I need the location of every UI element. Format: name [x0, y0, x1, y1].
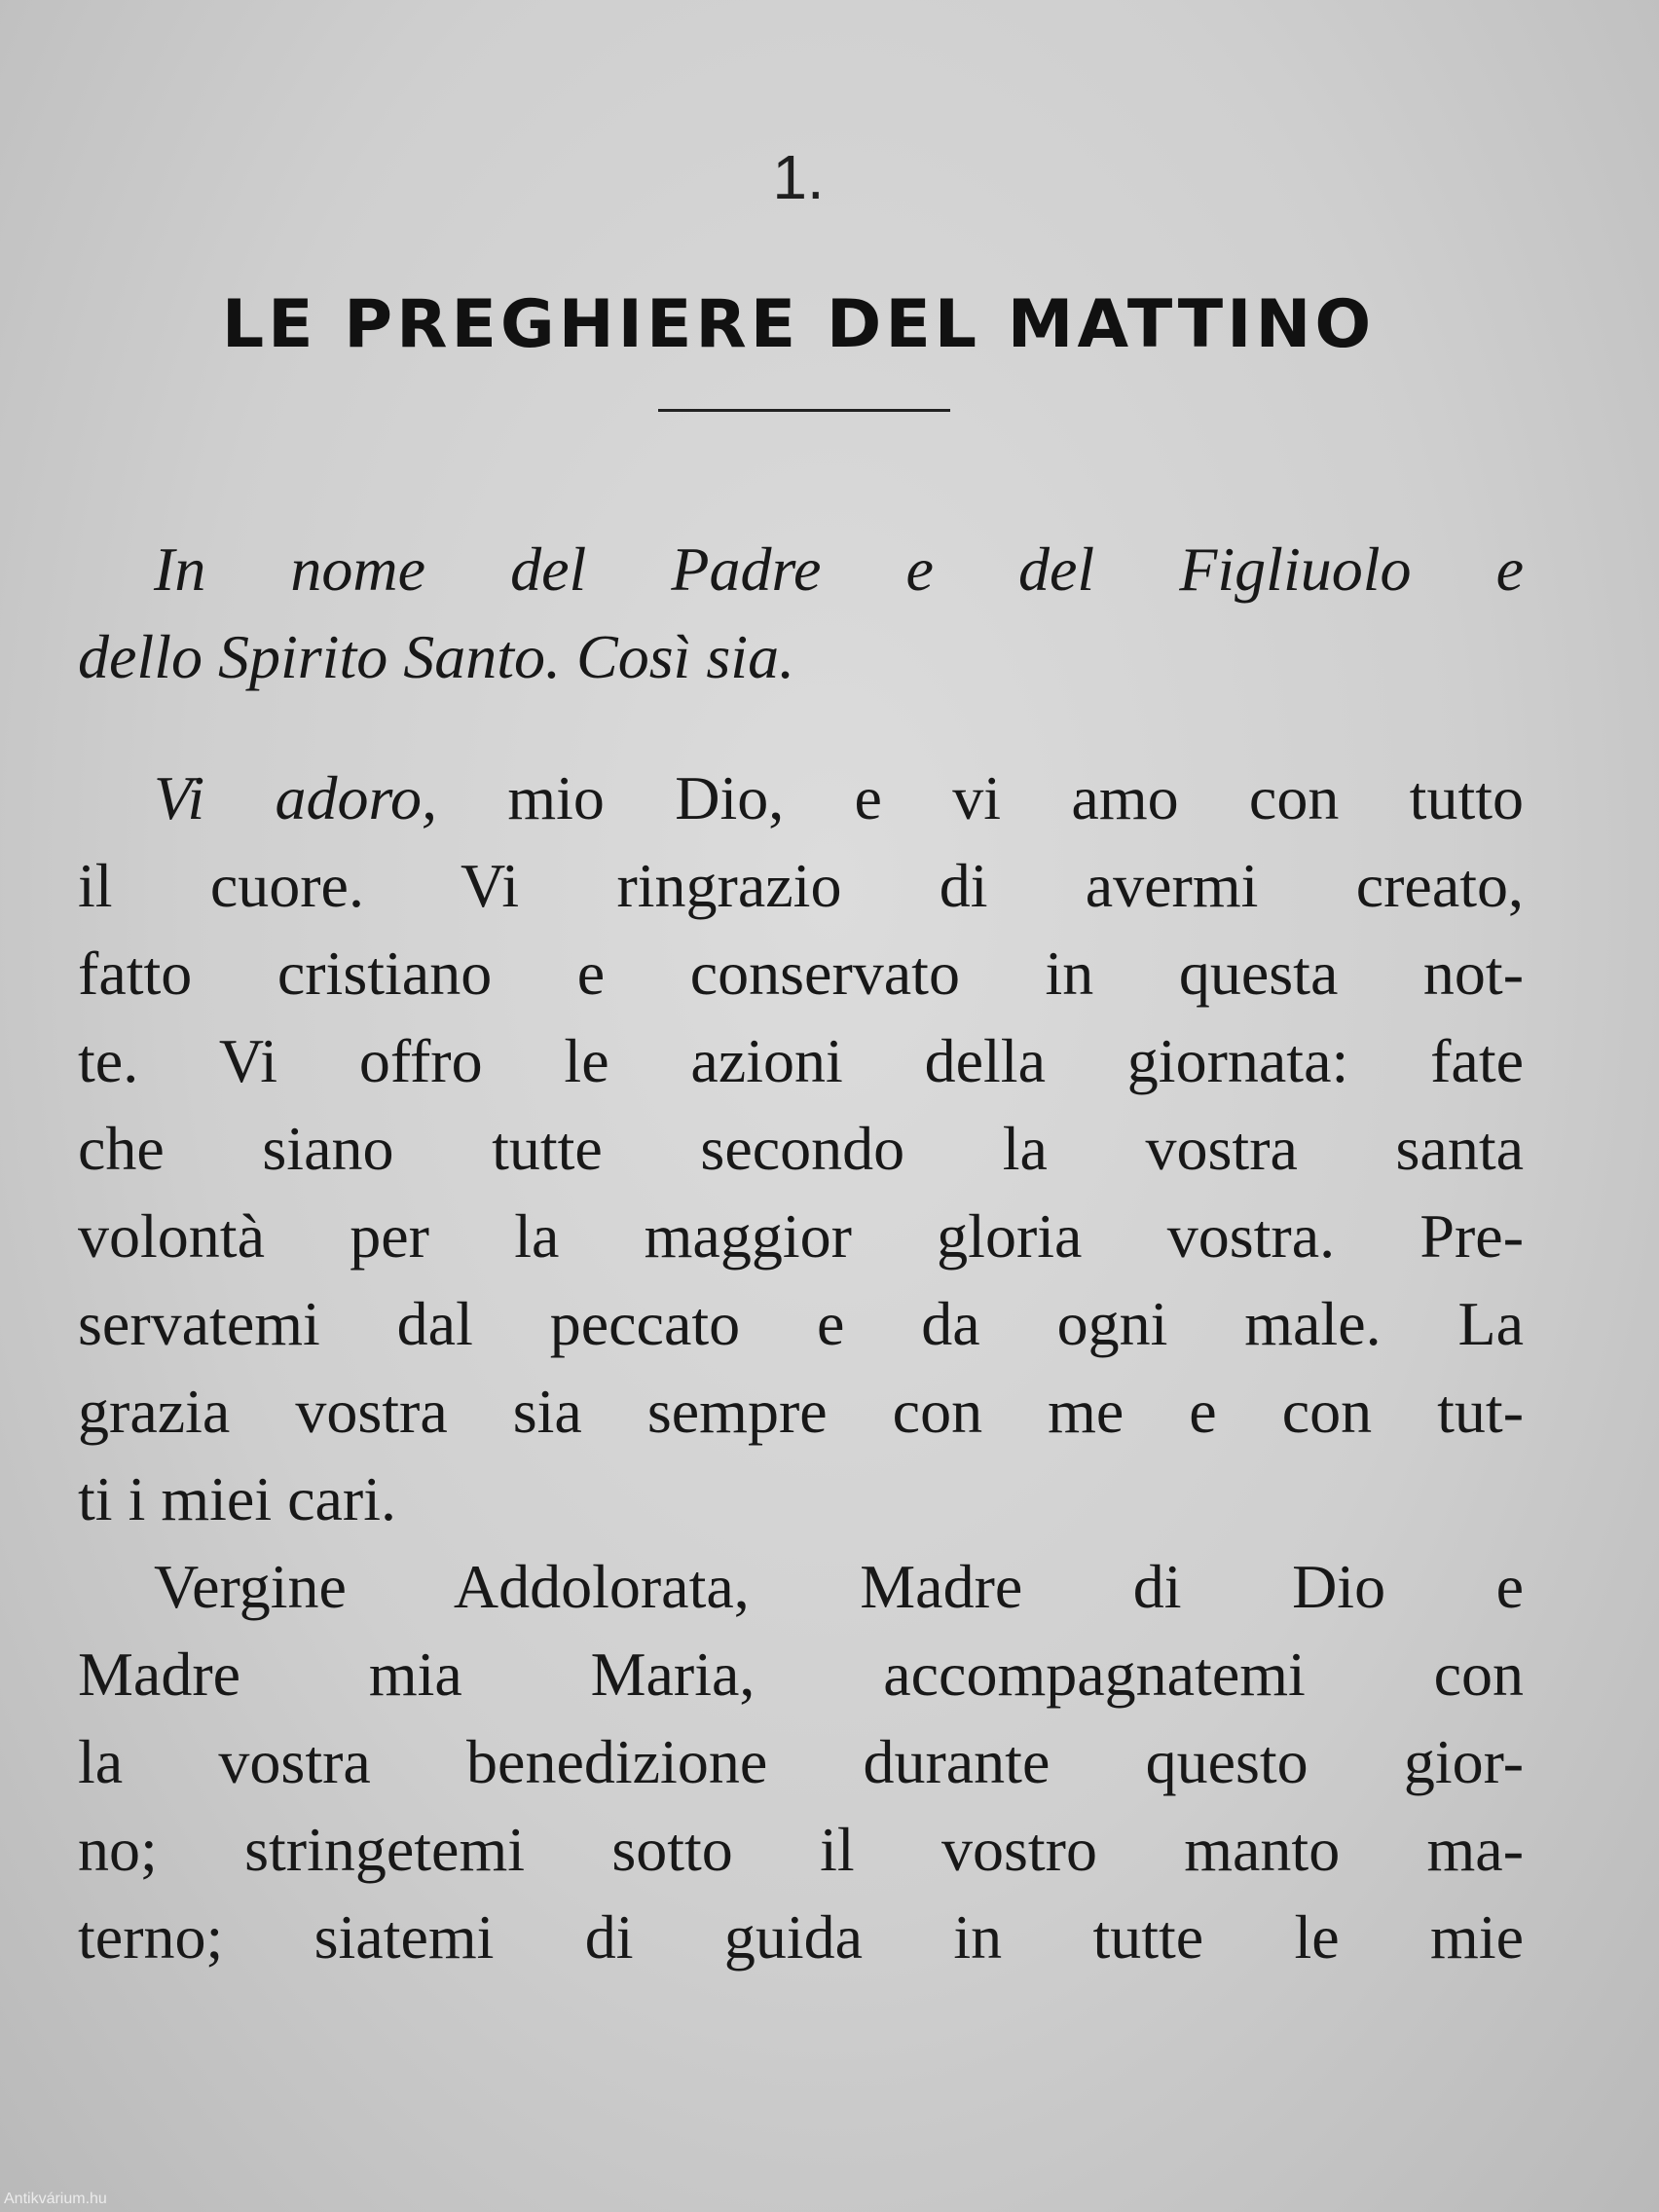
- paragraph-line: Madre mia Maria, accompagnatemi con: [78, 1640, 1524, 1709]
- paragraph-line: che siano tutte secondo la vostra santa: [78, 1114, 1524, 1183]
- paragraph-line: Vergine Addolorata, Madre di Dio e: [154, 1552, 1524, 1621]
- paragraph-line: ti i miei cari.: [78, 1464, 396, 1533]
- paragraph-line: [78, 755, 1524, 842]
- paragraph-line: dello Spirito Santo. Così sia.: [78, 622, 795, 691]
- paragraph-line: te. Vi offro le azioni della giornata: fate: [78, 1026, 1524, 1095]
- paragraph-line: no; stringetemi sotto il vostro manto ma-: [78, 1815, 1524, 1884]
- paragraph-morning-offering: [78, 755, 1524, 1543]
- paragraph-sign-of-cross: [78, 526, 1524, 701]
- paragraph-line-rest: mio Dio, e vi amo con tutto: [437, 763, 1525, 832]
- paragraph-line: servatemi dal peccato e da ogni male. La: [78, 1289, 1524, 1358]
- paragraph-lead-italic: Vi adoro,: [154, 763, 437, 832]
- paragraph-line: volontà per la maggior gloria vostra. Pre-: [78, 1201, 1524, 1271]
- paragraph-line: la vostra benedizione durante questo gior-: [78, 1727, 1524, 1796]
- chapter-number: 1.: [772, 142, 825, 212]
- paragraph-line: terno; siatemi di guida in tutte le mie: [78, 1902, 1524, 1972]
- paragraph-marian-prayer: [78, 1543, 1524, 1981]
- paragraph-line: grazia vostra sia sempre con me e con tut-: [78, 1377, 1524, 1446]
- paragraph-line: In nome del Padre e del Figliuolo e: [154, 535, 1524, 604]
- chapter-title: LE PREGHIERE DEL MATTINO: [221, 286, 1376, 363]
- watermark: Antikvárium.hu: [4, 2191, 107, 2207]
- paragraph-line: il cuore. Vi ringrazio di avermi creato,: [78, 851, 1524, 920]
- paragraph-line: fatto cristiano e conservato in questa not-: [78, 939, 1524, 1008]
- title-divider: [658, 409, 950, 412]
